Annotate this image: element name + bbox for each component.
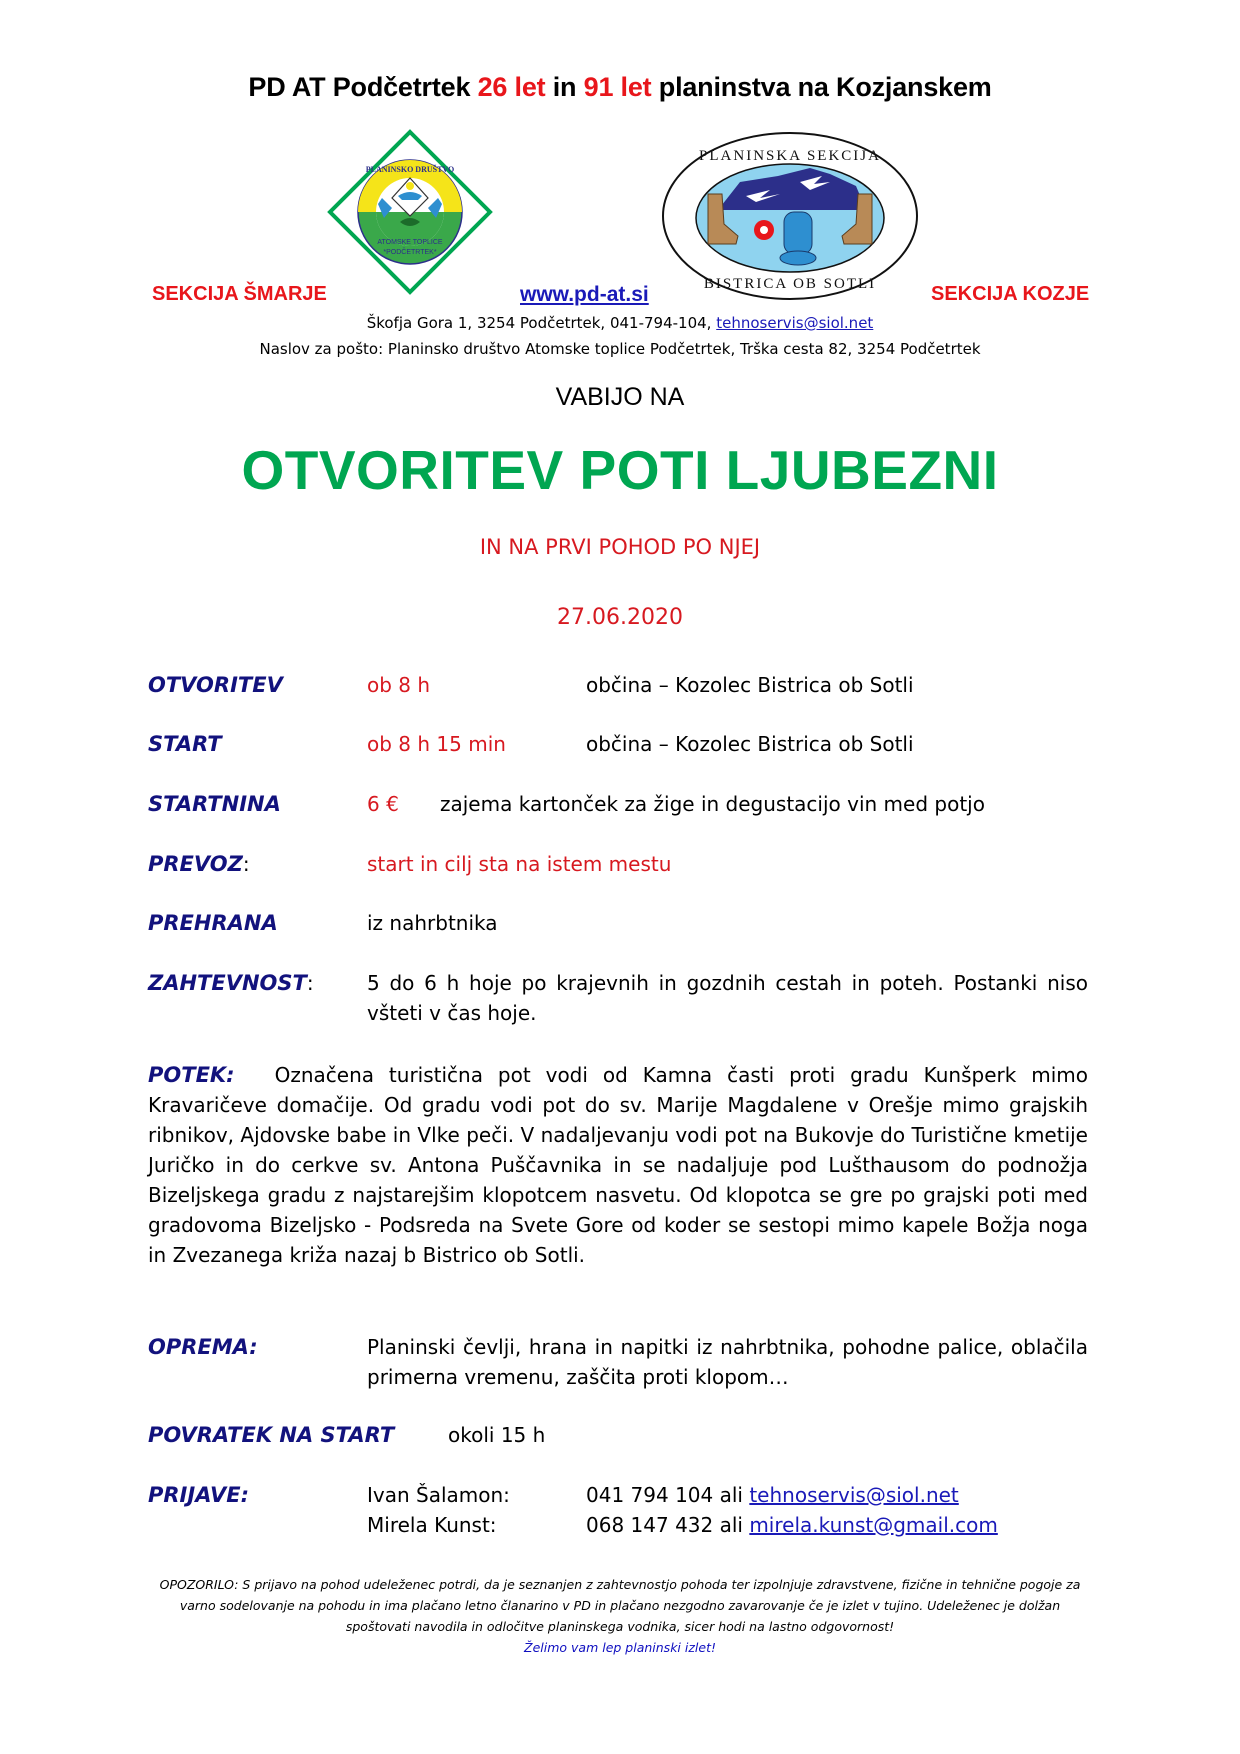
event-subtitle: IN NA PRVI POHOD PO NJEJ <box>479 535 761 559</box>
povratek-value: okoli 15 h <box>448 1423 546 1447</box>
contact-phone: 068 147 432 ali <box>586 1513 750 1537</box>
contact-email-link[interactable]: tehnoservis@siol.net <box>749 1483 959 1507</box>
otvoritev-place: občina – Kozolec Bistrica ob Sotli <box>586 673 914 697</box>
planinska-sekcija-bistrica-logo <box>660 130 920 302</box>
address-text: Škofja Gora 1, 3254 Podčetrtek, 041-794-104, <box>366 314 717 332</box>
header-title-text: PD AT Podčetrtek <box>248 72 478 102</box>
event-date: 27.06.2020 <box>557 605 683 630</box>
start-place: občina – Kozolec Bistrica ob Sotli <box>586 732 914 756</box>
warning-notice <box>150 1574 1090 1658</box>
label-prevoz <box>148 852 250 876</box>
years-91: 91 let <box>583 72 652 102</box>
label-prehrana: PREHRANA <box>148 911 278 935</box>
zahtevnost-label-text: ZAHTEVNOST <box>148 971 307 995</box>
oprema-value: Planinski čevlji, hrana in napitki iz nahrbtnika, pohodne palice, oblačila primerna vremenu, zaščita proti klopom… <box>367 1335 1088 1389</box>
contact-phone: 041 794 104 ali <box>586 1483 750 1507</box>
years-26: 26 let <box>477 72 546 102</box>
prehrana-value: iz nahrbtnika <box>367 911 498 935</box>
label-zahtevnost <box>148 971 314 995</box>
label-oprema: OPREMA: <box>148 1335 258 1359</box>
event-title: OTVORITEV POTI LJUBEZNI <box>241 439 999 501</box>
section-kozje: SEKCIJA KOZJE <box>931 283 1090 305</box>
startnina-desc: zajema kartonček za žige in degustacijo vin med potjo <box>440 792 985 816</box>
contact-row <box>586 1483 959 1507</box>
header-title <box>0 72 1240 103</box>
pd-atomske-toplice-logo <box>326 128 494 296</box>
label-potek: POTEK: <box>148 1063 235 1087</box>
diamond-logo-icon <box>326 128 494 296</box>
address-line <box>0 314 1240 332</box>
svg-text:BISTRICA OB SOTLI: BISTRICA OB SOTLI <box>703 276 877 292</box>
prevoz-value: start in cilj sta na istem mestu <box>367 852 672 876</box>
postal-address: Naslov za pošto: Planinsko društvo Atomske toplice Podčetrtek, Trška cesta 82, 3254 Podčetrtek <box>259 340 981 358</box>
potek-paragraph <box>148 1060 1088 1270</box>
website-link[interactable]: www.pd-at.si <box>520 283 649 306</box>
address-email-link[interactable]: tehnoservis@siol.net <box>716 314 874 332</box>
contact-name: Mirela Kunst: <box>367 1513 497 1537</box>
header-title-text: planinstva na Kozjanskem <box>651 72 992 102</box>
prevoz-colon: : <box>242 852 250 876</box>
closing-wish: Želimo vam lep planinski izlet! <box>524 1640 716 1655</box>
header-title-text: in <box>545 72 584 102</box>
zahtevnost-colon: : <box>306 971 314 995</box>
potek-value: Označena turistična pot vodi od Kamna časti proti gradu Kunšperk mimo Kravaričeve domačije. Od gradu vodi pot do sv. Marije Magdalene v Orešje mimo grajskih ribnikov, Ajdovske babe in Vlke peči. V nadaljevanju vodi pot na Bukovje do Turistične kmetije Juričko in do cerkve sv. Antona Puščavnika in se nadaljuje pod Lušthausom do podnožja Bizeljskega gradu z najstarejšim klopotcem nasvetu. Od klopotca se gre po grajski poti med gradovoma Bizeljsko - Podsreda na Svete Gore od koder se sestopi mimo kapele Božja noga in Zvezanega križa nazaj b Bistrico ob Sotli. <box>148 1063 1088 1267</box>
warning-text: OPOZORILO: S prijavo na pohod udeleženec potrdi, da je seznanjen z zahtevnostjo pohoda ter izpolnjuje zdravstvene, fizične in tehnične pogoje za varno sodelovanje na pohodu in ima plačano letno članarino v PD in plačano nezgodno zavarovanje če je izlet v tujino. Udeleženec je dolžan spoštovati navodila in odločitve planinskega vodnika, sicer hodi na lastno odgovornost! <box>159 1577 1081 1634</box>
invite-heading: VABIJO NA <box>555 383 685 411</box>
svg-text:*PODČETRTEK*: *PODČETRTEK* <box>383 249 437 256</box>
prevoz-label-text: PREVOZ <box>148 852 243 876</box>
label-prijave: PRIJAVE: <box>148 1483 250 1507</box>
svg-text:PLANINSKO DRUŠTVO: PLANINSKO DRUŠTVO <box>365 165 455 174</box>
contact-email-link[interactable]: mirela.kunst@gmail.com <box>749 1513 998 1537</box>
section-smarje: SEKCIJA ŠMARJE <box>152 283 327 305</box>
label-otvoritev: OTVORITEV <box>148 673 283 697</box>
startnina-price: 6 € <box>367 792 399 816</box>
contact-row <box>586 1513 998 1537</box>
label-povratek: POVRATEK NA START <box>148 1423 395 1447</box>
label-start: START <box>148 732 222 756</box>
start-time: ob 8 h 15 min <box>367 732 506 756</box>
zahtevnost-value: 5 do 6 h hoje po krajevnih in gozdnih cestah in poteh. Postanki niso všteti v čas hoje. <box>367 971 1088 1025</box>
label-startnina: STARTNINA <box>148 792 281 816</box>
contact-name: Ivan Šalamon: <box>367 1483 510 1507</box>
svg-text:ATOMSKE TOPLICE: ATOMSKE TOPLICE <box>377 239 443 246</box>
svg-text:PLANINSKA SEKCIJA: PLANINSKA SEKCIJA <box>699 148 881 164</box>
oval-logo-icon <box>660 130 920 302</box>
otvoritev-time: ob 8 h <box>367 673 431 697</box>
